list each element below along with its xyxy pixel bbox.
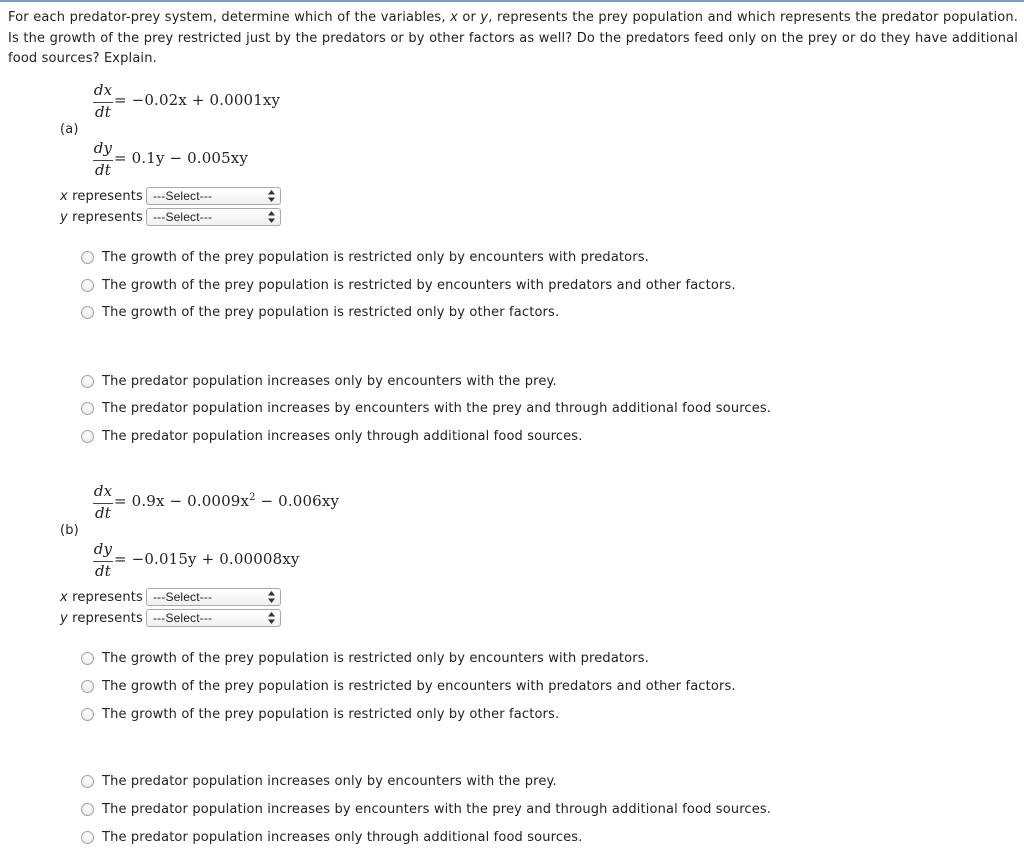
radio-button[interactable]: [81, 708, 94, 721]
radio-button[interactable]: [81, 430, 94, 443]
select-value: ---Select---: [153, 611, 213, 625]
option-label: The growth of the prey population is restricted only by other factors.: [102, 305, 560, 320]
radio-button[interactable]: [81, 306, 94, 319]
radio-button[interactable]: [81, 775, 94, 788]
y-represents-label: [60, 611, 143, 626]
intro-var-y: y: [480, 10, 489, 25]
part-a-y-select[interactable]: [146, 208, 281, 226]
select-arrows-icon: [268, 591, 275, 603]
denominator: dt: [95, 562, 111, 580]
option-label: The growth of the prey population is restricted only by encounters with predators.: [102, 651, 649, 666]
represents-text: represents: [67, 210, 143, 225]
radio-button[interactable]: [81, 831, 94, 844]
option-label: The growth of the prey population is restricted only by other factors.: [102, 707, 560, 722]
radio-button[interactable]: [81, 279, 94, 292]
part-a-equation-dy: [92, 139, 392, 179]
part-a-equation-dx: [92, 81, 392, 121]
intro-var-x: x: [450, 10, 458, 25]
intro-text-3: , represents the prey population and which represents the predator population. Is the growth of the prey restricted just by the predators or by other factors as well? Do the predators feed only on the prey or do they have additional food sources? Explain.: [8, 10, 1018, 66]
equation-rhs: = 0.1y − 0.005xy: [114, 149, 249, 167]
select-arrows-icon: [268, 190, 275, 202]
x-represents-label: [60, 189, 143, 204]
equation-rhs: = −0.02x + 0.0001xy: [114, 91, 281, 109]
option-label: The predator population increases only by encounters with the prey.: [102, 374, 557, 389]
option-label: The growth of the prey population is restricted by encounters with predators and other factors.: [102, 679, 736, 694]
option-label: The predator population increases by encounters with the prey and through additional food sources.: [102, 802, 772, 817]
radio-button[interactable]: [81, 375, 94, 388]
option-label: The growth of the prey population is restricted only by encounters with predators.: [102, 250, 649, 265]
option-label: The predator population increases only through additional food sources.: [102, 429, 583, 444]
denominator: dt: [95, 103, 111, 121]
intro-text-1: For each predator-prey system, determine which of the variables,: [8, 10, 451, 25]
represents-text: represents: [67, 611, 143, 626]
var-y: y: [60, 611, 68, 626]
exponent: 2: [249, 492, 256, 503]
denominator: dt: [95, 504, 111, 522]
radio-button[interactable]: [81, 402, 94, 415]
denominator: dt: [95, 161, 111, 179]
numerator: dx: [93, 81, 113, 99]
numerator: dy: [93, 139, 113, 157]
select-value: ---Select---: [153, 590, 213, 604]
radio-button[interactable]: [81, 680, 94, 693]
intro-text-2: or: [457, 10, 481, 25]
part-b-equation-dy: [92, 540, 412, 580]
x-represents-label: [60, 590, 143, 605]
represents-text: represents: [67, 189, 143, 204]
select-value: ---Select---: [153, 210, 213, 224]
var-y: y: [60, 210, 68, 225]
rhs-part-2: − 0.006xy: [255, 492, 340, 510]
part-b-x-select[interactable]: [146, 588, 281, 606]
represents-text: represents: [67, 590, 143, 605]
equation-rhs: [114, 492, 339, 510]
rhs-part-1: = 0.9x − 0.0009x: [114, 492, 250, 510]
option-label: The predator population increases only by encounters with the prey.: [102, 774, 557, 789]
y-represents-label: [60, 210, 143, 225]
radio-button[interactable]: [81, 251, 94, 264]
radio-button[interactable]: [81, 803, 94, 816]
numerator: dy: [93, 540, 113, 558]
var-x: x: [60, 590, 68, 605]
select-value: ---Select---: [153, 189, 213, 203]
numerator: dx: [93, 482, 113, 500]
var-x: x: [60, 189, 68, 204]
part-a-x-select[interactable]: [146, 187, 281, 205]
top-border: [0, 0, 1024, 2]
select-arrows-icon: [268, 612, 275, 624]
question-text: [8, 8, 1018, 70]
option-label: The predator population increases only through additional food sources.: [102, 830, 583, 845]
equation-rhs: = −0.015y + 0.00008xy: [114, 550, 300, 568]
part-a-label: (a): [60, 122, 79, 137]
part-b-label: (b): [60, 523, 79, 538]
select-arrows-icon: [268, 211, 275, 223]
option-label: The predator population increases by encounters with the prey and through additional food sources.: [102, 401, 772, 416]
part-b-y-select[interactable]: [146, 609, 281, 627]
option-label: The growth of the prey population is restricted by encounters with predators and other factors.: [102, 278, 736, 293]
radio-button[interactable]: [81, 652, 94, 665]
part-b-equation-dx: [92, 482, 412, 522]
